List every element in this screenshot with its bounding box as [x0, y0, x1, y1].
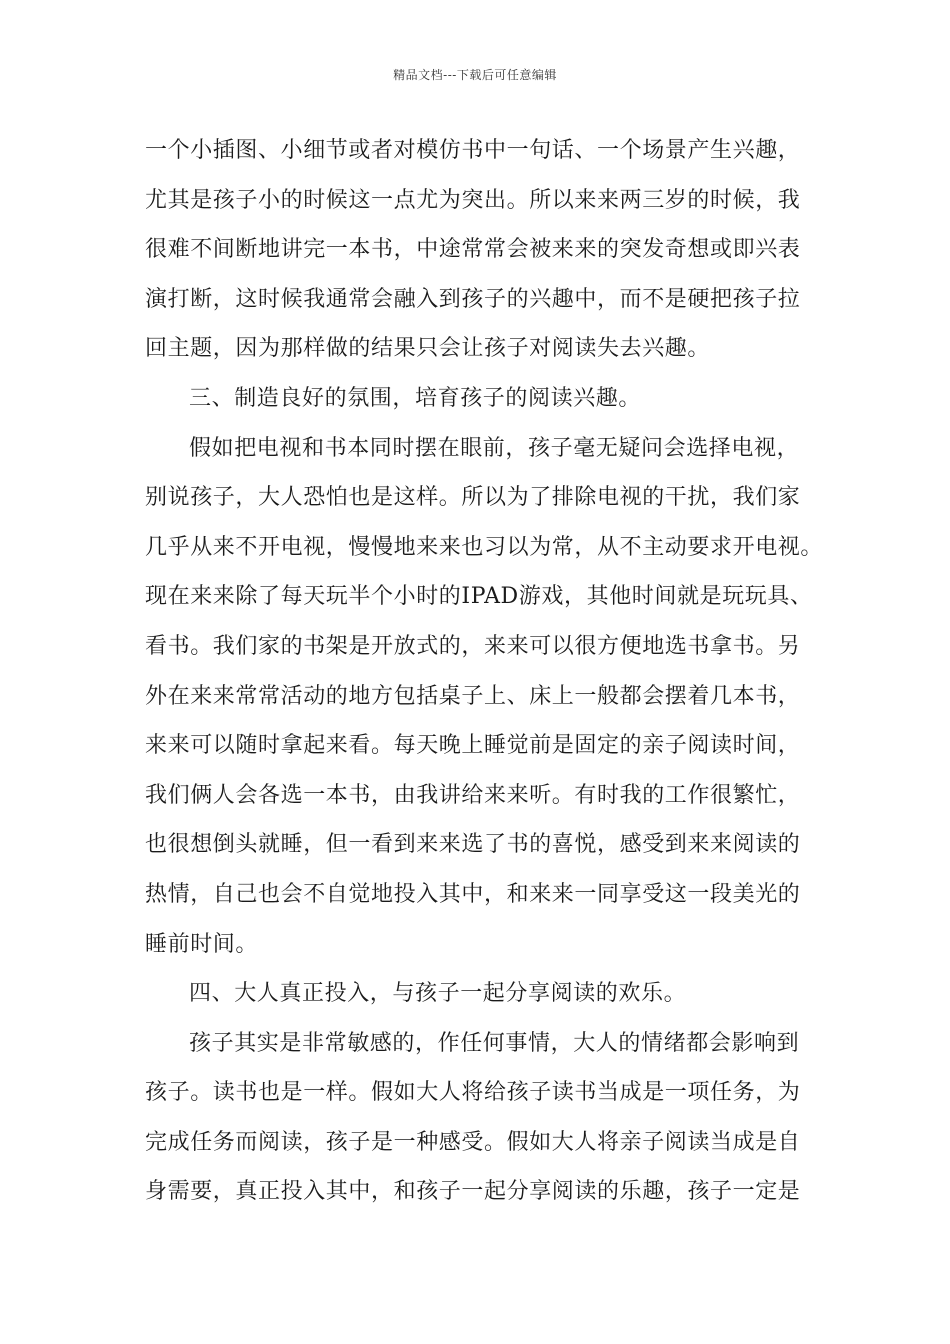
- text-line: 我们俩人会各选一本书，由我讲给来来听。有时我的工作很繁忙，: [145, 782, 801, 808]
- text-line: 演打断，这时候我通常会融入到孩子的兴趣中，而不是硬把孩子拉: [145, 286, 801, 312]
- text-line: 也很想倒头就睡，但一看到来来选了书的喜悦，感受到来来阅读的: [145, 832, 801, 858]
- page-header: 精品文档---下载后可任意编辑: [393, 68, 557, 82]
- text-line: 外在来来常常活动的地方包括桌子上、床上一般都会摆着几本书，: [145, 683, 801, 709]
- text-line: 一个小插图、小细节或者对模仿书中一句话、一个场景产生兴趣，: [145, 138, 801, 163]
- text-line: 孩子。读书也是一样。假如大人将给孩子读书当成是一项任务，为: [145, 1080, 801, 1106]
- text-line: 身需要，真正投入其中，和孩子一起分享阅读的乐趣，孩子一定是: [145, 1179, 801, 1205]
- text-line: 回主题，因为那样做的结果只会让孩子对阅读失去兴趣。: [145, 336, 711, 362]
- text-line: 几乎从来不开电视，慢慢地来来也习以为常，从不主动要求开电视。: [145, 534, 824, 560]
- section-heading: 四、大人真正投入，与孩子一起分享阅读的欢乐。: [189, 981, 687, 1007]
- text-line: 来来可以随时拿起来看。每天晚上睡觉前是固定的亲子阅读时间，: [145, 733, 801, 759]
- text-line: 孩子其实是非常敏感的，作任何事情，大人的情绪都会影响到: [189, 1030, 800, 1056]
- text-line: 看书。我们家的书架是开放式的，来来可以很方便地选书拿书。另: [145, 633, 801, 659]
- text-line: 很难不间断地讲完一本书，中途常常会被来来的突发奇想或即兴表: [145, 237, 801, 263]
- text-line: 假如把电视和书本同时摆在眼前，孩子毫无疑问会选择电视，: [189, 435, 800, 461]
- text-line: 尤其是孩子小的时候这一点尤为突出。所以来来两三岁的时候，我: [145, 187, 801, 213]
- text-line: 别说孩子，大人恐怕也是这样。所以为了排除电视的干扰，我们家: [145, 485, 801, 511]
- document-body: [145, 126, 825, 1217]
- text-line: 热情，自己也会不自觉地投入其中，和来来一同享受这一段美光的: [145, 881, 801, 907]
- text-line: 完成任务而阅读，孩子是一种感受。假如大人将亲子阅读当成是自: [145, 1129, 801, 1155]
- text-line: 现在来来除了每天玩半个小时的IPAD游戏，其他时间就是玩玩具、: [145, 584, 813, 610]
- text-line: 睡前时间。: [145, 931, 259, 957]
- section-heading: 三、制造良好的氛围，培育孩子的阅读兴趣。: [189, 385, 642, 411]
